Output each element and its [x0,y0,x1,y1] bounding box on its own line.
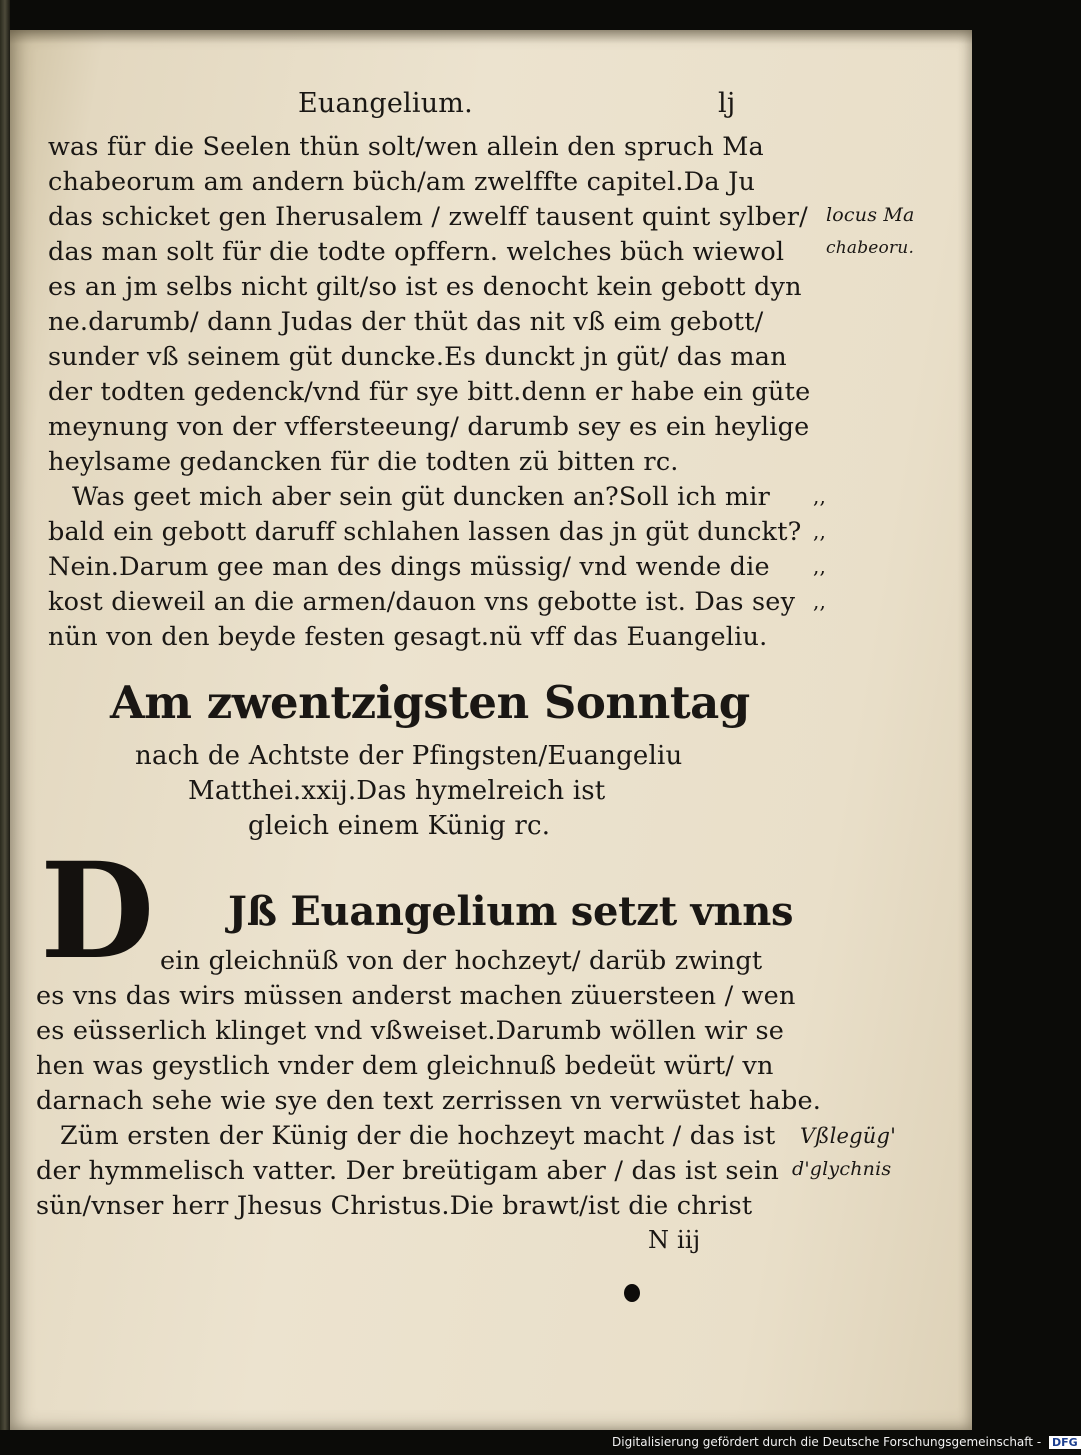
folio-number: lj [718,88,736,119]
text-line: Was geet mich aber sein güt duncken an?Soll ich mir [72,482,771,512]
text-line: heylsame gedancken für die todten zü bitten rc. [48,447,679,477]
drop-cap: D [40,834,155,989]
text-line: Nein.Darum gee man des dings müssig/ vnd wende die [48,552,770,582]
quote-mark: ,, [813,554,827,578]
text-line: sunder vß seinem güt duncke.Es dunckt jn güt/ das man [48,342,787,372]
quote-mark: ,, [813,484,827,508]
margin-note: Vßlegüg' [800,1124,897,1148]
text-line: kost dieweil an die armen/dauon vns gebotte ist. Das sey [48,587,796,617]
margin-note: locus Ma [826,204,915,226]
heading-subline: nach de Achtste der Pfingsten/Euangeliu [135,741,683,771]
text-line: bald ein gebott daruff schlahen lassen das jn güt dunckt? [48,517,802,547]
heading-subline: gleich einem Künig rc. [248,811,551,841]
text-line: Züm ersten der Künig der die hochzeyt macht / das ist [60,1121,776,1151]
margin-note: chabeoru. [826,238,915,258]
footer-text: Digitalisierung gefördert durch die Deutsche Forschungsgemeinschaft - [612,1435,1042,1449]
section-heading: Am zwentzigsten Sonntag [110,676,750,729]
text-line: was für die Seelen thün solt/wen allein den spruch Ma [48,132,764,162]
text-line: chabeorum am andern büch/am zwelffte capitel.Da Ju [48,167,756,197]
text-line: ein gleichnüß von der hochzeyt/ darüb zwingt [160,946,763,976]
text-line: meynung von der vfferstееung/ darumb sey es ein heylige [48,412,810,442]
ink-dot [624,1284,640,1302]
margin-note: d'glychnis [792,1158,892,1180]
text-line: der hymmelisch vatter. Der breütigam aber / das ist sein [36,1156,779,1186]
text-line: darnach sehe wie sye den text zerrissen vn verwüstet habe. [36,1086,822,1116]
dfg-logo: DFG [1049,1436,1081,1449]
text-line: es eüsserlich klinget vnd vßweiset.Darumb wöllen wir se [36,1016,785,1046]
text-line: das man solt für die todte opffern. welches büch wiewol [48,237,785,267]
running-title: Euangelium. [298,88,473,119]
quote-mark: ,, [813,519,827,543]
text-line: nün von den beyde festen gesagt.nü vff das Euangeliu. [48,622,768,652]
text-line: ne.darumb/ dann Judas der thüt das nit vß eim gebott/ [48,307,764,337]
heading-subline: Matthei.xxij.Das hymelreich ist [188,776,606,806]
text-line: sün/vnser herr Jhesus Christus.Die brawt/ist die christ [36,1191,753,1221]
text-line: das schicket gen Iherusalem / zwelff tausent quint sylber/ [48,202,808,232]
text-line: es an jm selbs nicht gilt/so ist es denocht kein gebott dyn [48,272,802,302]
signature-mark: N iij [648,1226,701,1254]
opening-line: Jß Euangelium setzt vnns [228,888,794,935]
text-line: es vns das wirs müssen anderst machen züuersteen / wen [36,981,796,1011]
footer-credit [612,1435,1081,1453]
text-line: der todten gedenck/vnd für sye bitt.denn er habe ein güte [48,377,811,407]
text-line: hen was geystlich vnder dem gleichnuß bedeüt würt/ vn [36,1051,774,1081]
quote-mark: ,, [813,589,827,613]
book-spine [0,0,10,1430]
